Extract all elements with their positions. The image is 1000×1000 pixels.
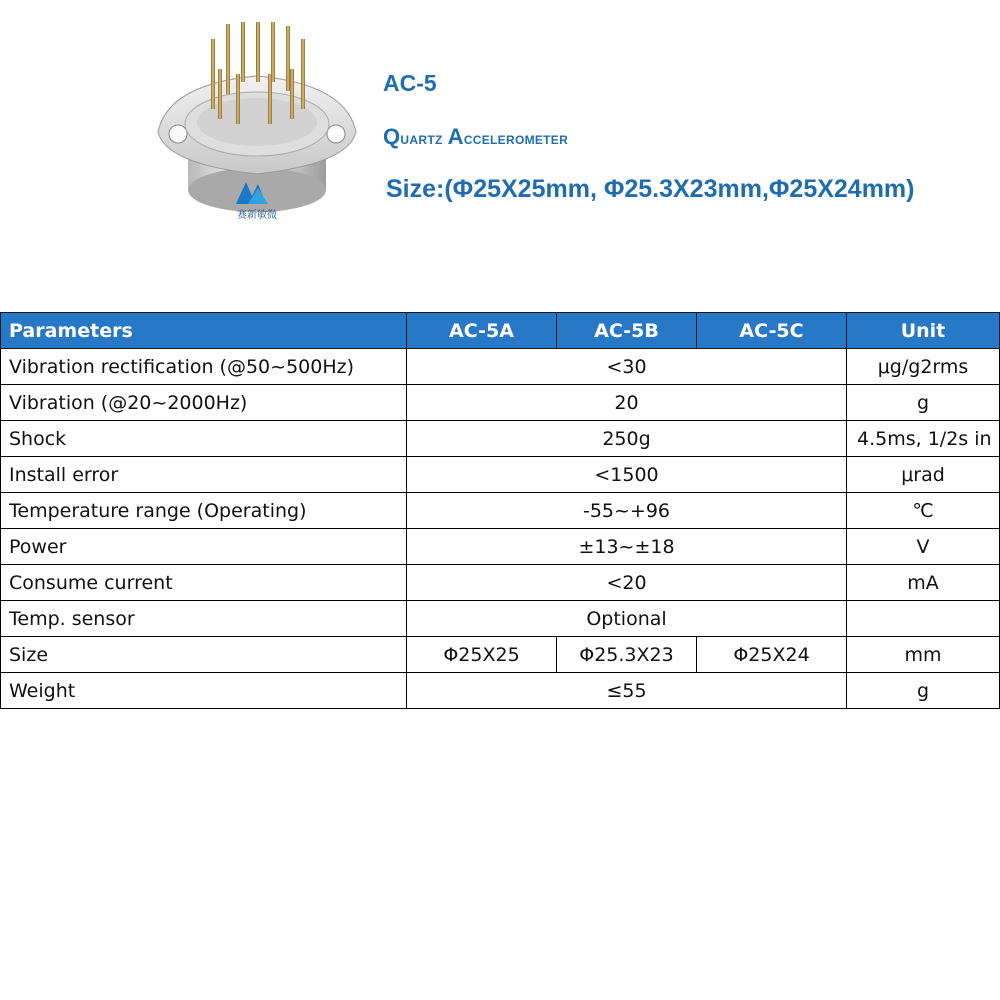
param-label: Consume current [1,565,407,601]
header-ac-5c: AC-5C [697,313,847,349]
product-image [148,14,366,224]
param-value-ac-5b: Φ25.3X23 [557,637,697,673]
svg-text:赛新敏微: 赛新敏微 [237,210,277,221]
spec-table [0,312,1000,709]
header-parameters: Parameters [1,313,407,349]
table-row [1,421,1000,457]
table-row [1,457,1000,493]
table-row [1,601,1000,637]
size-line: Size:(Φ25X25mm, Φ25.3X23mm,Φ25X24mm) [386,175,915,203]
table-header-row [1,313,1000,349]
param-unit: g [847,385,1000,421]
table-row [1,529,1000,565]
param-value: <1500 [407,457,847,493]
param-unit: 4.5ms, 1/2s in [847,421,1000,457]
table-row [1,349,1000,385]
param-unit: μrad [847,457,1000,493]
header-unit: Unit [847,313,1000,349]
table-row [1,565,1000,601]
param-value: 250g [407,421,847,457]
param-unit: mA [847,565,1000,601]
header-ac-5a: AC-5A [407,313,557,349]
model-title: AC-5 [383,70,437,96]
param-value: -55~+96 [407,493,847,529]
param-label: Power [1,529,407,565]
param-value: Optional [407,601,847,637]
table-row [1,637,1000,673]
header-ac-5b: AC-5B [557,313,697,349]
param-unit [847,601,1000,637]
param-value: ±13~±18 [407,529,847,565]
table-row [1,385,1000,421]
table-row [1,673,1000,709]
table-row [1,493,1000,529]
param-value: <30 [407,349,847,385]
param-label: Install error [1,457,407,493]
param-value-ac-5a: Φ25X25 [407,637,557,673]
param-label: Vibration rectification (@50~500Hz) [1,349,407,385]
param-unit: ℃ [847,493,1000,529]
param-label: Shock [1,421,407,457]
param-value: <20 [407,565,847,601]
param-label: Size [1,637,407,673]
param-label: Vibration (@20~2000Hz) [1,385,407,421]
param-unit: g [847,673,1000,709]
param-label: Temperature range (Operating) [1,493,407,529]
param-unit: μg/g2rms [847,349,1000,385]
param-value: ≤55 [407,673,847,709]
param-label: Weight [1,673,407,709]
product-name: Quartz Accelerometer [383,124,569,149]
param-unit: mm [847,637,1000,673]
param-label: Temp. sensor [1,601,407,637]
param-value: 20 [407,385,847,421]
param-value-ac-5c: Φ25X24 [697,637,847,673]
param-unit: V [847,529,1000,565]
